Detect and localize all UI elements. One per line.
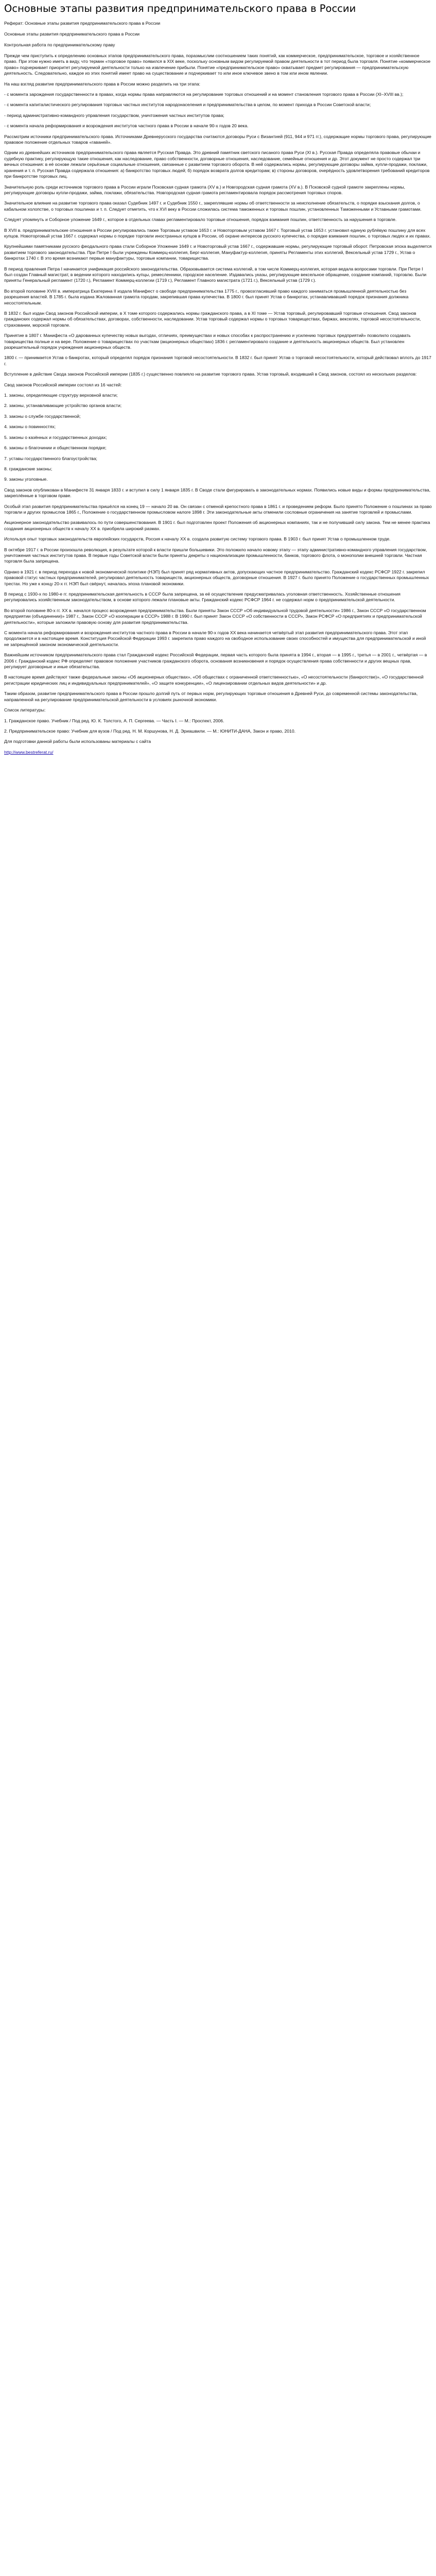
paragraph: В настоящее время действуют также федеральные законы «Об акционерных обществах», «Об обществах с ограниченной ответственностью», «О несостоятельности (банкротстве)», «О государственной регистрации юридических лиц и индивидуальных предпринимателей», «О защите конкуренции», «О лицензировании отдельных видов деятельности» и др.: [4, 674, 424, 686]
paragraph: Однако в 1921 г. в период перехода к новой экономической политике (НЭП) был принят ряд нормативных актов, допускающих частное предпринимательство. Гражданский кодекс РСФСР 1922 г. закрепил правовой статус частных предпринимателей, регулировал деятельность товариществ, акционерных обществ, договорные отношения. В 1927 г. было принято Положение о государственных промышленных трестах. Но уже к концу 20-х гг. НЭП был свёрнут, началась эпоха плановой экономики.: [4, 569, 429, 586]
paragraph: Свод законов Российской империи состоял из 16 частей:: [4, 382, 122, 387]
abstract-text: Основные этапы развития предпринимательского права в России: [25, 21, 161, 26]
paragraph: - с момента капиталистического регулирования торговых частных институтов народонаселения и предпринимательства в целом, по момент прихода в России Советской власти;: [4, 102, 371, 108]
paragraph: 7. уставы государственного благоустройства;: [4, 455, 97, 461]
paragraph: Принятие в 1807 г. Манифеста «О дарованных купечеству новых выгодах, отличиях, преимуществах и новых способах к распространению и усилению торговых предприятий» позволило создавать товарищества полные и на вере. Положение о товариществах по участкам (акционерных обществах) 1836 г. регламентировало создание и деятельность акционерных обществ. Был установлен разрешительный порядок учреждения акционерных обществ.: [4, 333, 411, 350]
paragraph: В 1832 г. был издан Свод законов Российской империи, в Х томе которого содержались нормы гражданского права, а в XI томе — Устав торговый, регулировавший торговые отношения. Свод законов гражданских содержал нормы об обязательствах, договорах, собственности, наследовании. Устав торговый содержал нормы о торговых товариществах, биржах, векселях, торговой несостоятельности, страховании, морской торговле.: [4, 311, 421, 328]
paragraph: 1800 г. — принимается Устав о банкротах, который определял порядок признания торговой несостоятельности. В 1832 г. был принят Устав о торговой несостоятельности, который действовал вплоть до 1917 г.: [4, 355, 431, 366]
sources-label: Для подготовки данной работы были использованы материалы с сайта: [4, 739, 151, 744]
paragraph: 8. гражданские законы;: [4, 466, 53, 471]
abstract-line: Реферат: Основные этапы развития предпринимательского права в России: [4, 21, 161, 26]
paragraph: Во второй половине 80-х гг. XX в. начался процесс возрождения предпринимательства. Были приняты Закон СССР «Об индивидуальной трудовой деятельности» 1986 г., Закон СССР «О государственном предприятии (объединении)» 1987 г., Закон СССР «О кооперации в СССР» 1988 г. В 1990 г. был принят Закон СССР «О собственности в СССР», Закон РСФСР «О предприятиях и предпринимательской деятельности», которые заложили правовую основу для развития предпринимательства.: [4, 607, 426, 625]
paragraph: - с момента зарождения государственности в правах, когда нормы права направляются на регулирование торговых отношений и на момент становления торгового права в России (XI–XVIII вв.);: [4, 92, 404, 97]
paragraph: 2. Предпринимательское право: Учебник для вузов / Под ред. Н. М. Коршунова, Н. Д. Эриашвили. — М.: ЮНИТИ-ДАНА, Закон и право, 2010.: [4, 728, 295, 734]
paragraph: Список литературы:: [4, 707, 46, 713]
paragraph: Прежде чем приступить к определению основных этапов предпринимательского права, поразмыслим соотношением таких понятий, как коммерческое, предпринимательское, торговое и хозяйственное право. При этом нужно иметь в виду, что термин «торговое право» появился в XIX веке, поскольку основным видом регулируемой правом деятельности в тот период была торговля. Понятие «коммерческое право» подчеркивает приоритет регулируемой деятельности только на извлечение прибыли. Понятие «предпринимательское право» охватывает предмет регулирования — предпринимательскую деятельность. Следовательно, каждое из этих понятий имеет право на существование и подчеркивает то или иное ключевое звено в том или ином явлении.: [4, 53, 431, 76]
paragraph: 1. Гражданское право. Учебник / Под ред. Ю. К. Толстого, А. П. Сергеева. — Часть I. — М.: Проспект, 2006.: [4, 718, 224, 723]
paragraph: Важнейшим источником предпринимательского права стал Гражданский кодекс Российской Федерации, первая часть которого была принята в 1994 г., вторая — в 1995 г., третья — в 2001 г., четвёртая — в 2006 г. Гражданский кодекс РФ определяет правовое положение участников гражданского оборота, основания возникновения и порядок осуществления права собственности и других вещных прав, регулирует договорные и иные обязательства.: [4, 652, 427, 670]
paragraph: 9. законы уголовные.: [4, 477, 48, 482]
paragraph: Используя опыт торговых законодательств европейских государств, Россия к началу XX в. создала развитую систему торгового права. В 1903 г. был принят Устав о промышленном труде.: [4, 536, 391, 542]
paragraph: Значительную роль среди источников торгового права в России играли Псковская судная грамота (XV в.) и Новгородская судная грамота (XV в.). В Псковской судной грамоте закреплены нормы, регулирующие договоры купли-продажи, займа, поклажи, обязательства. Новгородская судная грамота регламентировала порядок рассмотрения торговых споров.: [4, 184, 406, 195]
page-title: Основные этапы развития предпринимательского права в России: [4, 3, 356, 14]
paragraph: 5. законы о казённых и государственных доходах;: [4, 434, 107, 440]
paragraph: В октябре 1917 г. в России произошла революция, в результате которой к власти пришли большевики. Это положило начало новому этапу — этапу административно-командного управления государством, уничтожения частных институтов права. В первые годы Советской власти были приняты декреты о национализации промышленности, банков, торгового флота, о монополии внешней торговли. Частная торговля была запрещена.: [4, 547, 427, 564]
paragraph: Акционерное законодательство развивалось по пути совершенствования. В 1901 г. был подготовлен проект Положения об акционерных компаниях, так и не получивший силу закона. Тем не менее практика создания акционерных обществ к началу XX в. приобрела широкий размах.: [4, 520, 430, 531]
abstract-label: Реферат: [4, 21, 23, 26]
paragraph: Рассмотрим источники предпринимательского права. Источниками Древнерусского государства считаются договоры Руси с Византией (911, 944 и 971 гг.), содержащие нормы торгового права, регулирующие правовое положение отдельных товаров «гаваней».: [4, 133, 431, 145]
paragraph: В период с 1930-х по 1980-е гг. предпринимательская деятельность в СССР была запрещена, за её осуществление предусматривалась уголовная ответственность. Хозяйственные отношения регулировались хозяйственным законодательством, в основе которого лежали плановые акты. Гражданский кодекс РСФСР 1964 г. не содержал норм о предпринимательской деятельности.: [4, 591, 400, 603]
paragraph: Особый этап развития предпринимательства пришёлся на конец 19 — начало 20 вв. Он связан с отменой крепостного права в 1861 г. и проведением реформ. Было принято Положение о пошлинах за право торговли и других промыслов 1865 г., Положение о государственном промысловом налоге 1898 г. Эти законодательные акты отменили сословные ограничения на занятие торговлей и промыслами.: [4, 503, 432, 515]
paragraph: Вступление в действие Свода законов Российской империи (1835 г.) существенно повлияло на развитие торгового права. Устав торговый, входивший в Свод законов, состоял из нескольких разделов:: [4, 371, 417, 377]
sources-block: [4, 739, 432, 755]
work-type-line: Контрольная работа по предпринимательскому праву: [4, 42, 115, 47]
paragraph: В период правления Петра I начинается унификация российского законодательства. Образовывается система коллегий, в том числе Коммерц-коллегия, которая ведала вопросами торговли. При Петре I был создан Главный магистрат, в ведении которого находились купцы, ремесленники, городское население. Издавались указы, регулирующие вексельное обращение, создание компаний, торговлю. Были приняты Генеральный регламент (1720 г.), Регламент Коммерц-коллегии (1719 г.), Регламент Главного магистрата (1721 г.), Вексельный устав (1729 г.).: [4, 266, 427, 283]
paragraph: Свод законов опубликован в Манифесте 31 января 1833 г. и вступил в силу 1 января 1835 г. В Своде стали фигурировать в законодательных нормах. Появились новые виды и формы предпринимательства, закреплённые в торговом праве.: [4, 487, 431, 499]
paragraph: В XVII в. предпринимательские отношения в России регулировались также Торговым уставом 1653 г. и Новоторговым уставом 1667 г. Торговый устав 1653 г. установил единую рублёвую пошлину для всех купцов. Новоторговый устав 1667 г. содержал нормы о порядке торговли иностранных купцов в России, об охране интересов русского купечества, о порядке взимания пошлин, о торговых людях и их правах.: [4, 227, 431, 239]
paragraph: - с момента начала реформирования и возрождения институтов частного права в России в начале 90-х годов 20 века.: [4, 123, 249, 129]
paragraph: С момента начала реформирования и возрождения институтов частного права в России в начале 90-х годов XX века начинается четвёртый этап развития предпринимательского права. Этот этап продолжается и в настоящее время. Конституция Российской Федерации 1993 г. закрепила право каждого на свободное использование своих способностей и имущества для предпринимательской и иной не запрещённой законом экономической деятельности.: [4, 630, 426, 647]
paragraph: Таким образом, развитие предпринимательского права в России прошло долгий путь от первых норм, регулирующих торговые отношения в Древней Руси, до современной системы законодательства, направленной на регулирование предпринимательской деятельности в условиях рыночной экономики.: [4, 691, 418, 702]
paragraph: Значительное влияние на развитие торгового права оказал Судебник 1497 г. и Судебник 1550 г., закреплявшие нормы об ответственности за неисполнение обязательств, о порядке взыскания долгов, о кабальном холопстве, о торговых пошлинах и т. п. Следует отметить, что к XVI веку в России сложилась система таможенных и торговых пошлин, установленных Таможенными и Уставными грамотами.: [4, 200, 422, 212]
document-meta: [4, 21, 432, 26]
paragraph: 4. законы о повинностях;: [4, 424, 56, 430]
subject-line: Основные этапы развития предпринимательского права в России: [4, 31, 140, 37]
document-page: [0, 0, 436, 770]
source-link[interactable]: http://www.bestreferat.ru/: [4, 749, 54, 755]
paragraph: 1. законы, определяющие структуру верховной власти;: [4, 393, 118, 398]
paragraph: Крупнейшими памятниками русского феодального права стали Соборное Уложение 1649 г. и Новоторговый устав 1667 г., содержавшие нормы, регулирующие торговый оборот. Петровская эпоха выделяется развитием торгового законодательства. При Петре I были учреждены Коммерц-коллегия, Берг-коллегия, Мануфактур-коллегия, приняты Регламенты этих коллегий, Вексельный устав 1729 г., Устав о банкротах 1740 г. В это время возникают первые мануфактуры, торговые компании, товарищества.: [4, 244, 432, 261]
paragraph: На наш взгляд развитие предпринимательского права в России можно разделить на три этапа:: [4, 81, 201, 87]
paragraph: 2. законы, устанавливающие устройство органов власти;: [4, 403, 122, 409]
paragraph: 3. законы о службе государственной;: [4, 413, 81, 419]
paragraph: - период административно-командного управления государством, уничтожения частных институтов права;: [4, 112, 224, 118]
paragraph: Одним из древнейших источников предпринимательского права является Русская Правда. Это древний памятник светского писаного права Руси (XI в.). Русская Правда определяла правовые обычаи и судебную практику, регулирующую такие отношения, как наследование, право собственности, договорные отношения, наследование, семейные отношения и др. Этот документ не просто содержал три вечных отношения: в её основе лежали серьёзные социальные отношения, связанные с развитием торгового оборота. В ней содержались нормы, регулирующие договоры займа, купли-продажи, поклажи, хранения и т. п. Русская Правда содержала отношения: а) банкротство торговых людей; б) порядок возврата долгов кредиторам; в) стороны договоров, очерёдность удовлетворения требований кредиторов при банкротстве торговых лиц.: [4, 150, 430, 179]
paragraph: Во второй половине XVIII в. императрица Екатерина II издала Манифест о свободе предпринимательства 1775 г., провозгласивший право каждого заниматься промышленной деятельностью без разрешения властей. В 1785 г. была издана Жалованная грамота городам, закрепившая права купечества. В 1800 г. был принят Устав о банкротах, устанавливавший порядок признания должника несостоятельным.: [4, 288, 409, 306]
paragraph: 6. законы о благочинии и общественном порядке;: [4, 445, 107, 451]
document-body: [4, 53, 432, 734]
paragraph: Следует упомянуть и Соборное уложение 1649 г., которое в отдельных главах регламентировало торговые отношения, порядок взимания пошлин, ответственность за нарушения в торговле.: [4, 217, 397, 223]
